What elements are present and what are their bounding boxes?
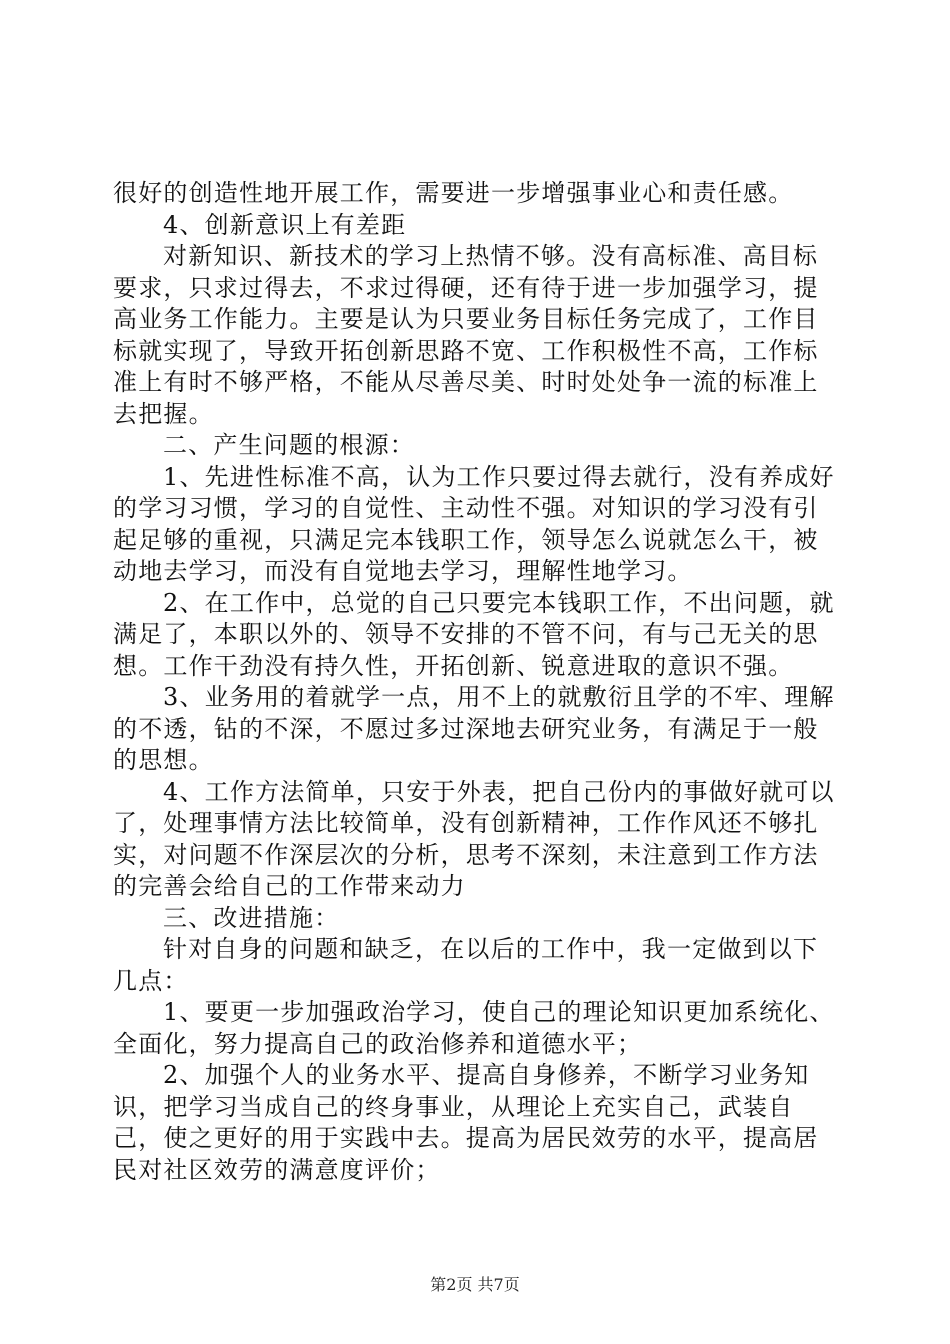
document-body — [113, 178, 838, 1186]
page-number-footer: 第2页 共7页 — [430, 1275, 520, 1294]
paragraph-innovation-detail: 对新知识、新技术的学习上热情不够。没有高标准、高目标要求，只求过得去，不求过得硬，还有待于进一步加强学习，提高业务工作能力。主要是认为只要业务目标任务完成了，工作目标就实现了，导致开拓创新思路不宽、工作积极性不高，工作标准上有时不够严格，不能从尽善尽美、时时处处争一流的标准上去把握。 — [113, 242, 819, 428]
paragraph-improvement-intro: 针对自身的问题和缺乏，在以后的工作中，我一定做到以下几点： — [113, 935, 819, 995]
paragraph-cause-2: 2、在工作中，总觉的自己只要完本钱职工作，不出问题，就满足了，本职以外的、领导不安排的不管不问，有与己无关的思想。工作干劲没有持久性，开拓创新、锐意进取的意识不强。 — [113, 588, 835, 680]
section-heading-improvements: 三、改进措施： — [163, 903, 340, 932]
section-heading-root-causes: 二、产生问题的根源： — [163, 431, 415, 459]
paragraph-cause-3: 3、业务用的着就学一点，用不上的就敷衍且学的不牢、理解的不透，钻的不深，不愿过多过深地去研究业务，有满足于一般的思想。 — [113, 683, 835, 774]
section-heading-innovation-gap: 4、创新意识上有差距 — [163, 210, 407, 239]
paragraph-continuation: 很好的创造性地开展工作，需要进一步增强事业心和责任感。 — [113, 179, 794, 207]
paragraph-improvement-2: 2、加强个人的业务水平、提高自身修养，不断学习业务知识，把学习当成自己的终身事业，从理论上充实自己，武装自己，使之更好的用于实践中去。提高为居民效劳的水平，提高居民对社区效劳的满意度评价； — [113, 1061, 819, 1184]
paragraph-improvement-1: 1、要更一步加强政治学习，使自己的理论知识更加系统化、全面化，努力提高自己的政治修养和道德水平； — [113, 998, 835, 1058]
paragraph-cause-1: 1、先进性标准不高，认为工作只要过得去就行，没有养成好的学习习惯，学习的自觉性、主动性不强。对知识的学习没有引起足够的重视，只满足完本钱职工作，领导怎么说就怎么干，被动地去学习，而没有自觉地去学习，理解性地学习。 — [113, 462, 835, 585]
paragraph-cause-4: 4、工作方法简单，只安于外表，把自己份内的事做好就可以了，处理事情方法比较简单，没有创新精神，工作作风还不够扎实，对问题不作深层次的分析，思考不深刻，未注意到工作方法的完善会给自己的工作带来动力 — [113, 777, 835, 900]
